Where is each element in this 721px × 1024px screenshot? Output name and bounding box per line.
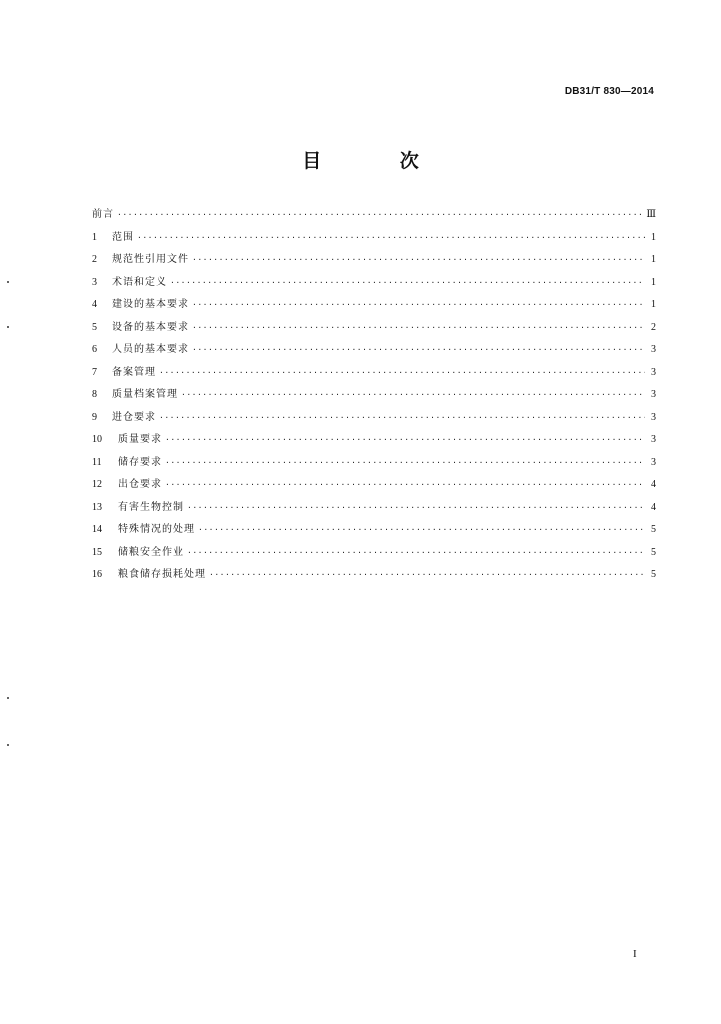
toc-entry-label: 范围 xyxy=(112,231,134,243)
toc-entry-number: 4 xyxy=(92,299,97,310)
toc-entry-number: 6 xyxy=(92,344,97,355)
toc-dot-leader xyxy=(192,249,645,272)
toc-entry-number: 7 xyxy=(92,366,97,378)
toc-entry-4[interactable] xyxy=(92,294,656,317)
toc-dot-leader xyxy=(137,227,645,250)
toc-entry-1[interactable] xyxy=(92,227,656,250)
scan-margin-dot xyxy=(7,744,9,746)
toc-entry-label: 设备的基本要求 xyxy=(112,321,189,333)
toc-entry-page: 4 xyxy=(651,501,656,513)
toc-entry-3[interactable] xyxy=(92,272,656,295)
toc-dot-leader xyxy=(159,407,645,430)
scan-margin-dot xyxy=(7,281,9,283)
toc-entry-11[interactable] xyxy=(92,452,656,475)
toc-entry-number: 16 xyxy=(92,569,102,580)
toc-list xyxy=(92,204,656,587)
toc-entry-number: 1 xyxy=(92,231,97,243)
standard-code: DB31/T 830—2014 xyxy=(564,86,654,97)
toc-entry-5[interactable] xyxy=(92,317,656,340)
toc-entry-label: 特殊情况的处理 xyxy=(118,524,195,535)
toc-entry-label: 术语和定义 xyxy=(112,276,167,288)
toc-entry-label: 出仓要求 xyxy=(118,479,162,490)
toc-entry-label: 质量要求 xyxy=(118,434,162,445)
toc-entry-10[interactable] xyxy=(92,429,656,452)
toc-entry-page: 5 xyxy=(651,524,656,535)
scan-margin-dot xyxy=(7,697,9,699)
toc-entry-number: 12 xyxy=(92,479,102,490)
scan-margin-dot xyxy=(7,326,9,328)
toc-entry-label: 储存要求 xyxy=(118,456,162,468)
toc-dot-leader xyxy=(159,362,645,385)
toc-entry-number: 5 xyxy=(92,321,97,333)
toc-entry-label: 规范性引用文件 xyxy=(112,254,189,265)
toc-title: 目 次 xyxy=(302,150,455,172)
toc-entry-12[interactable] xyxy=(92,474,656,497)
toc-entry-page: 2 xyxy=(651,321,656,333)
toc-entry-label: 有害生物控制 xyxy=(118,501,184,513)
toc-entry-label: 备案管理 xyxy=(112,366,156,378)
toc-entry-number: 14 xyxy=(92,524,102,535)
toc-dot-leader xyxy=(198,519,645,542)
page-number: I xyxy=(633,948,637,960)
toc-dot-leader xyxy=(187,542,645,565)
toc-entry-2[interactable] xyxy=(92,249,656,272)
toc-entry-page: 3 xyxy=(651,366,656,378)
toc-entry-page: 3 xyxy=(651,344,656,355)
toc-entry-number: 11 xyxy=(92,456,102,468)
toc-entry-page: 3 xyxy=(651,411,656,423)
toc-entry-13[interactable] xyxy=(92,497,656,520)
toc-entry-number: 8 xyxy=(92,389,97,400)
toc-dot-leader xyxy=(165,429,645,452)
toc-dot-leader xyxy=(165,474,645,497)
toc-entry-15[interactable] xyxy=(92,542,656,565)
toc-entry-page: Ⅲ xyxy=(646,209,656,220)
toc-entry-label: 人员的基本要求 xyxy=(112,344,189,355)
toc-entry-page: 5 xyxy=(651,546,656,558)
toc-entry-number: 2 xyxy=(92,254,97,265)
toc-entry-number: 15 xyxy=(92,546,102,558)
toc-entry-14[interactable] xyxy=(92,519,656,542)
toc-entry-label: 质量档案管理 xyxy=(112,389,178,400)
toc-entry-number: 13 xyxy=(92,501,102,513)
toc-dot-leader xyxy=(192,339,645,362)
toc-entry-9[interactable] xyxy=(92,407,656,430)
toc-entry-foreword[interactable] xyxy=(92,204,656,227)
toc-dot-leader xyxy=(170,272,645,295)
toc-dot-leader xyxy=(209,564,645,587)
toc-dot-leader xyxy=(117,204,643,227)
toc-entry-8[interactable] xyxy=(92,384,656,407)
toc-entry-label: 粮食储存损耗处理 xyxy=(118,569,206,580)
toc-dot-leader xyxy=(181,384,645,407)
toc-entry-label: 建设的基本要求 xyxy=(112,299,189,310)
toc-entry-page: 1 xyxy=(651,276,656,288)
toc-entry-label: 前言 xyxy=(92,209,114,220)
toc-dot-leader xyxy=(192,294,645,317)
toc-entry-page: 3 xyxy=(651,456,656,468)
toc-entry-6[interactable] xyxy=(92,339,656,362)
toc-dot-leader xyxy=(187,497,645,520)
toc-entry-page: 1 xyxy=(651,299,656,310)
toc-entry-number: 3 xyxy=(92,276,97,288)
toc-entry-label: 储粮安全作业 xyxy=(118,546,184,558)
toc-entry-page: 4 xyxy=(651,479,656,490)
toc-entry-page: 5 xyxy=(651,569,656,580)
toc-entry-page: 1 xyxy=(651,254,656,265)
toc-entry-page: 3 xyxy=(651,434,656,445)
toc-entry-7[interactable] xyxy=(92,362,656,385)
toc-entry-page: 3 xyxy=(651,389,656,400)
toc-entry-page: 1 xyxy=(651,231,656,243)
toc-entry-number: 9 xyxy=(92,411,97,423)
toc-dot-leader xyxy=(165,452,645,475)
toc-entry-label: 进仓要求 xyxy=(112,411,156,423)
toc-entry-16[interactable] xyxy=(92,564,656,587)
toc-entry-number: 10 xyxy=(92,434,102,445)
toc-dot-leader xyxy=(192,317,645,340)
